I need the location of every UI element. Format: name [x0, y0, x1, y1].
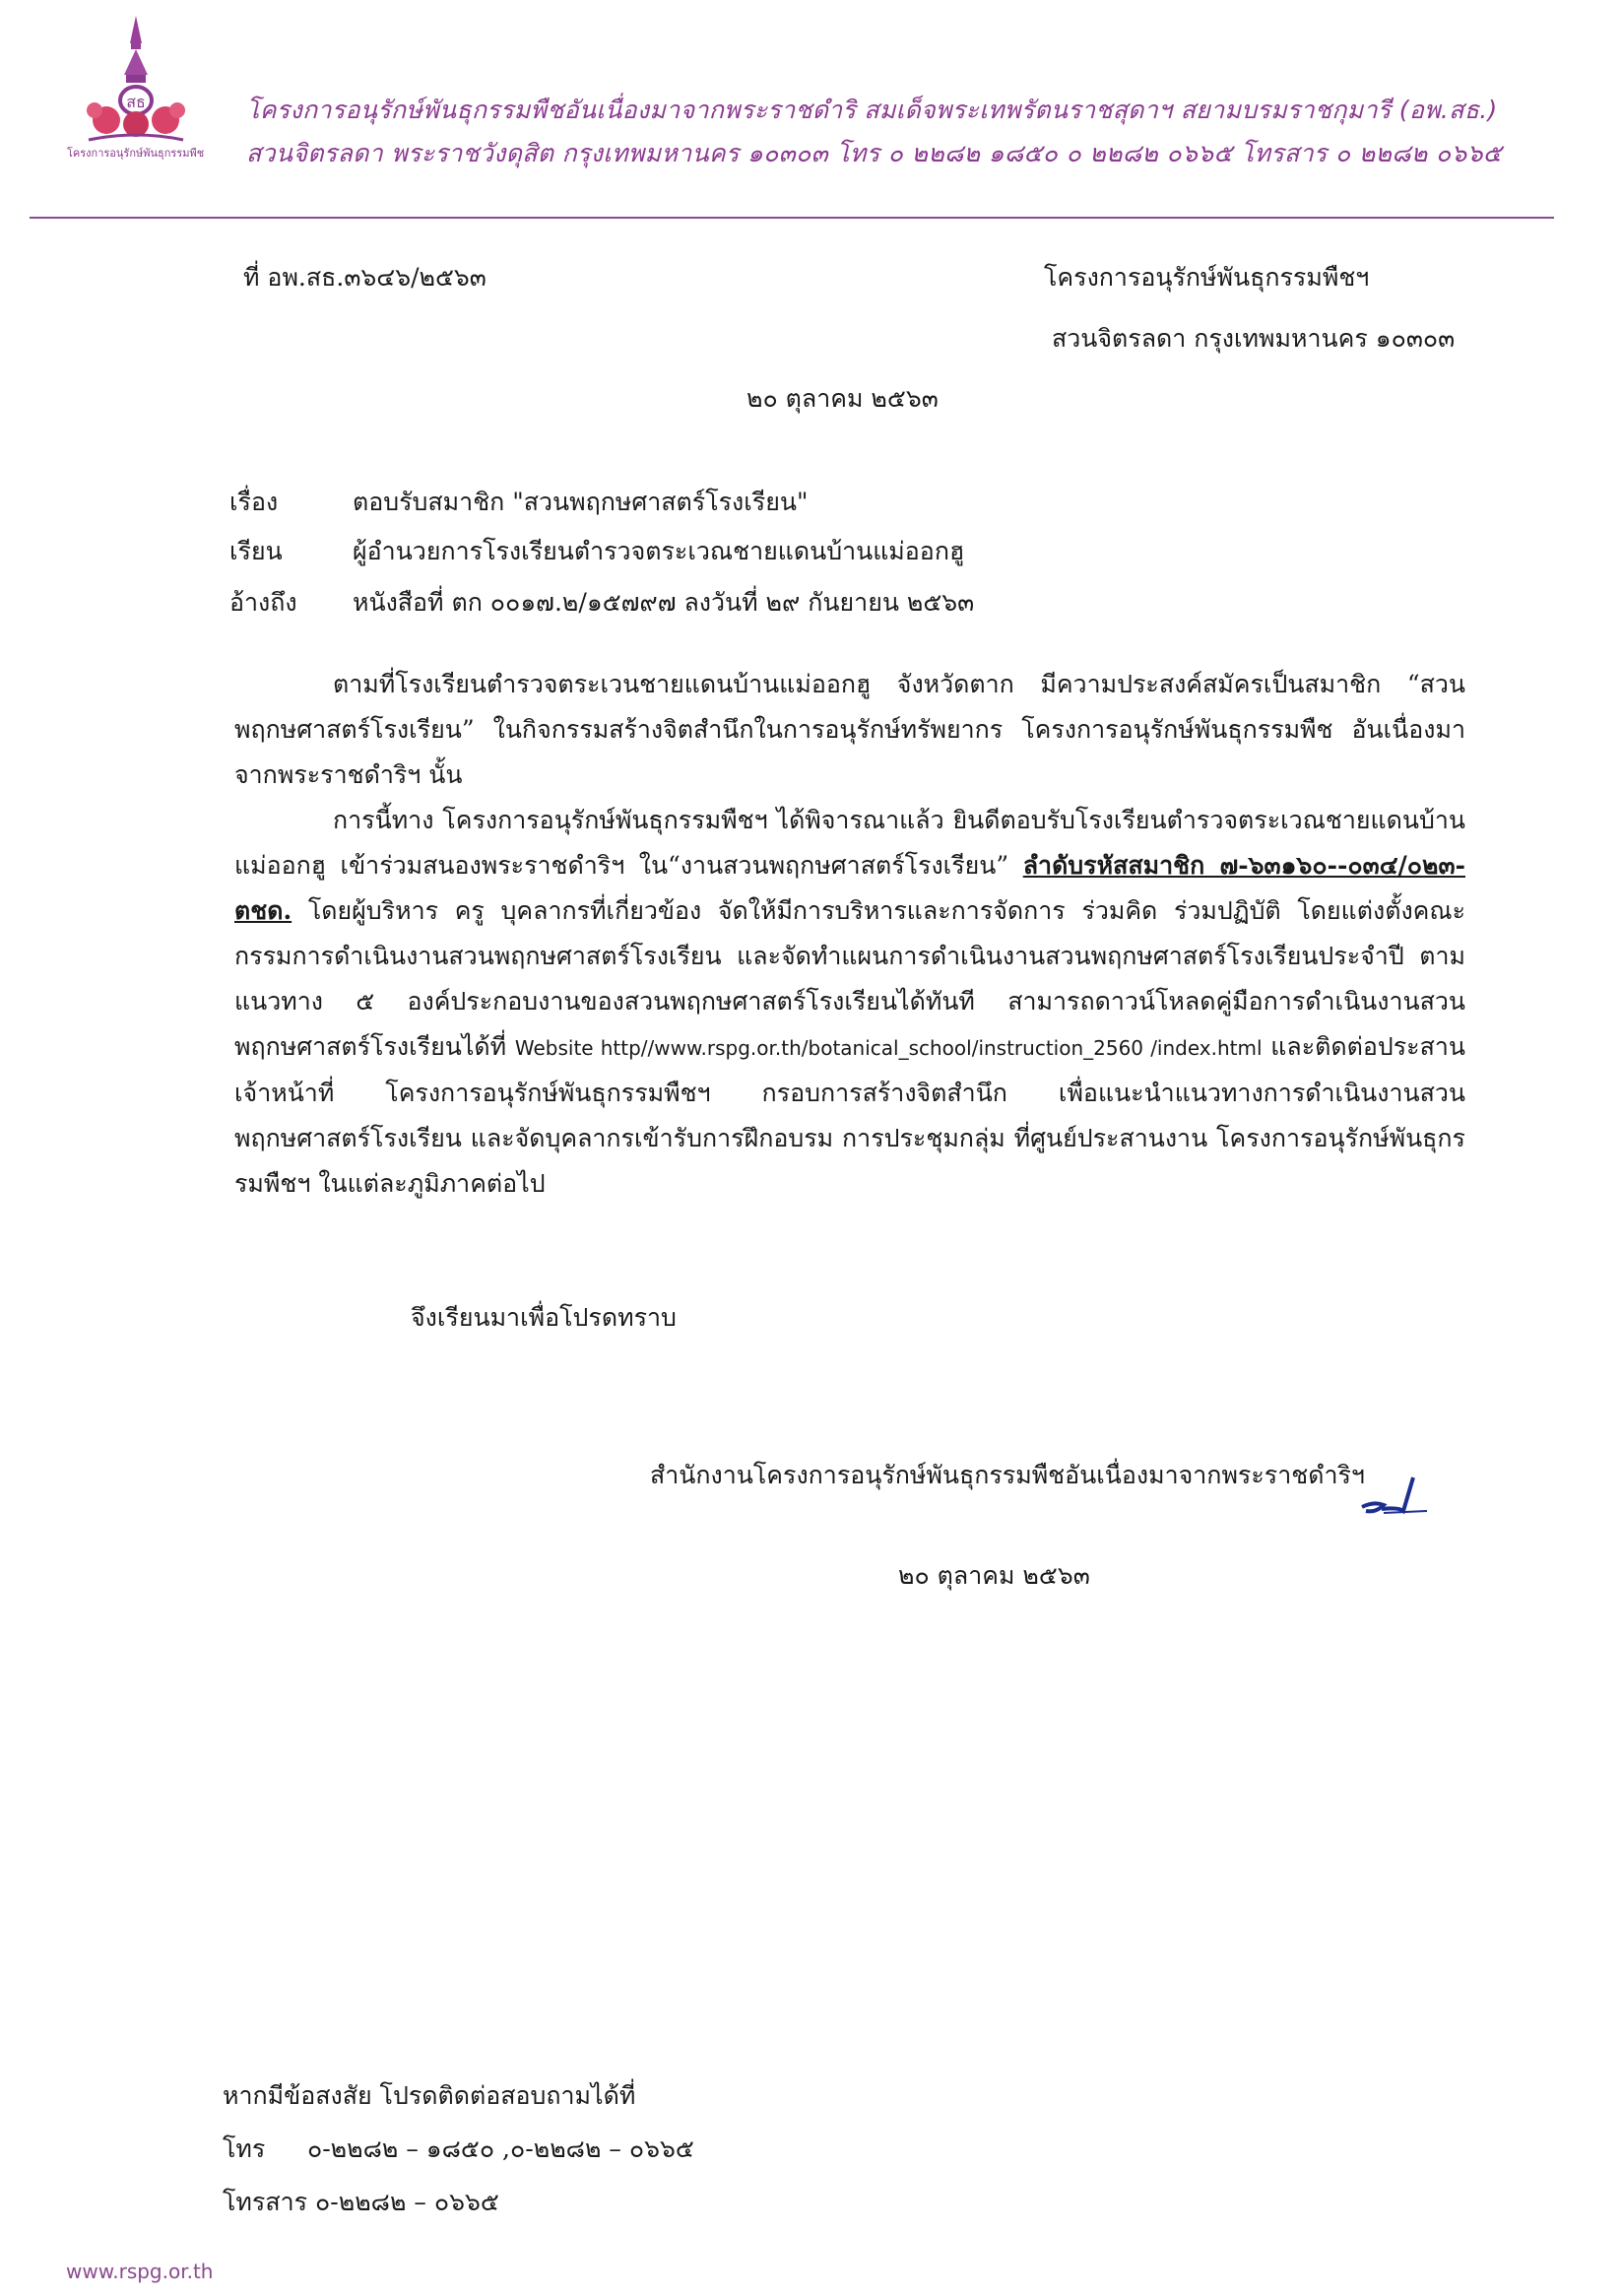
letterhead-title: โครงการอนุรักษ์พันธุกรรมพืชอันเนื่องมาจากพระราชดำริ สมเด็จพระเทพรัตนราชสุดาฯ สยามบรมราชกุมารี (อพ.สธ.) — [246, 96, 1498, 124]
closing-phrase: จึงเรียนมาเพื่อโปรดทราบ — [411, 1303, 677, 1332]
emblem-caption: โครงการอนุรักษ์พันธุกรรมพืช — [67, 147, 205, 160]
reference-number: ที่ อพ.สธ.๓๖๔๖/๒๕๖๓ — [243, 263, 486, 292]
subject-text: ตอบรับสมาชิก "สวนพฤกษศาสตร์โรงเรียน" — [353, 488, 809, 516]
letter-date: ๒๐ ตุลาคม ๒๕๖๓ — [746, 384, 939, 413]
paragraph-2-middle: โดยผู้บริหาร ครู บุคลากรที่เกี่ยวข้อง จัดให้มีการบริหารและการจัดการ ร่วมคิด ร่วมปฏิบัติ โดยแต่งตั้งคณะกรรมการดำเนินงานสวนพฤกษศาสตร์โรงเรียน และจัดทำแผนการดำเนินงานสวนพฤกษศาสตร์โรงเรียนประจำปี ตามแนวทาง ๕ องค์ประกอบงานของสวนพฤกษศาสตร์โรงเรียนได้ทันที สามารถดาวน์โหลดคู่มือการดำเนินงานสวนพฤกษศาสตร์โรงเรียนได้ที่ — [234, 896, 1465, 1061]
letterhead-address: สวนจิตรลดา พระราชวังดุสิต กรุงเทพมหานคร ๑๐๓๐๓ โทร ๐ ๒๒๘๒ ๑๘๕๐ ๐ ๒๒๘๒ ๐๖๖๕ โทรสาร ๐ ๒๒๘๒ ๐๖๖๕ — [246, 139, 1502, 167]
sender-office: สำนักงานโครงการอนุรักษ์พันธุกรรมพืชอันเนื่องมาจากพระราชดำริฯ — [650, 1461, 1365, 1489]
svg-text:สธ: สธ — [126, 93, 146, 111]
signature-mark — [1354, 1468, 1433, 1527]
contact-fax-row — [223, 2183, 499, 2222]
recipient-text: ผู้อำนวยการโรงเรียนตำรวจตระเวณชายแดนบ้านแม่ออกฮู — [353, 537, 965, 565]
phone-number: ๐-๒๒๘๒ – ๑๘๕๐ ,๐-๒๒๘๒ – ๐๖๖๕ — [306, 2134, 694, 2163]
contact-phone-row — [223, 2130, 694, 2169]
phone-label: โทร — [223, 2134, 266, 2163]
fax-number: ๐-๒๒๘๒ – ๐๖๖๕ — [315, 2188, 499, 2216]
sender-org-address: สวนจิตรลดา กรุงเทพมหานคร ๑๐๓๐๓ — [1052, 324, 1456, 353]
recipient-label: เรียน — [229, 537, 283, 565]
paragraph-2-intro: การนี้ทาง โครงการอนุรักษ์พันธุกรรมพืชฯ ได้พิจารณาแล้ว ยินดีตอบรับโรงเรียนตำรวจตระเวณชายแดนบ้านแม่ออกฮู เข้าร่วมสนองพระราชดำริฯ ใน“งานสวนพฤกษศาสตร์โรงเรียน” — [234, 806, 1465, 880]
subject-row — [229, 483, 808, 522]
recipient-row — [229, 532, 964, 571]
rspg-emblem-logo — [77, 14, 195, 162]
footer-website: www.rspg.or.th — [66, 2260, 214, 2283]
paragraph-1: ตามที่โรงเรียนตำรวจตระเวนชายแดนบ้านแม่ออกฮู จังหวัดตาก มีความประสงค์สมัครเป็นสมาชิก “สวนพฤกษศาสตร์โรงเรียน” ในกิจกรรมสร้างจิตสำนึกในการอนุรักษ์ทรัพยากร โครงการอนุรักษ์พันธุกรรมพืช อันเนื่องมาจากพระราชดำริฯ นั้น — [234, 670, 1465, 789]
subject-label: เรื่อง — [229, 488, 279, 516]
member-code: ลำดับรหัสสมาชิก ๗-๖๓๑๖๐--๐๓๔/๐๒๓-ตชด. — [234, 851, 1465, 925]
contact-intro: หากมีข้อสงสัย โปรดติดต่อสอบถามได้ที่ — [223, 2081, 636, 2110]
signature-date: ๒๐ ตุลาคม ๒๕๖๓ — [898, 1561, 1090, 1590]
letter-body — [234, 662, 1465, 1207]
sender-org-name: โครงการอนุรักษ์พันธุกรรมพืชฯ — [1044, 263, 1370, 292]
reference-row — [229, 583, 974, 623]
fax-label: โทรสาร — [223, 2188, 308, 2216]
reference-text: หนังสือที่ ตก ๐๐๑๗.๒/๑๕๗๙๗ ลงวันที่ ๒๙ กันยายน ๒๕๖๓ — [353, 588, 975, 617]
manual-url: Website http//www.rspg.or.th/botanical_school/instruction_2560 /index.html — [514, 1036, 1263, 1060]
letterhead-divider — [30, 217, 1554, 219]
paragraph-2-end: และติดต่อประสานเจ้าหน้าที่ โครงการอนุรักษ์พันธุกรรมพืชฯ กรอบการสร้างจิตสำนึก เพื่อแนะนำแนวทางการดำเนินงานสวนพฤกษศาสตร์โรงเรียน และจัดบุคลากรเข้ารับการฝึกอบรม การประชุมกลุ่ม ที่ศูนย์ประสานงาน โครงการอนุรักษ์พันธุกรรมพืชฯ ในแต่ละภูมิภาคต่อไป — [234, 1032, 1465, 1198]
paragraph-2 — [234, 798, 1465, 1207]
reference-label: อ้างถึง — [229, 588, 297, 617]
